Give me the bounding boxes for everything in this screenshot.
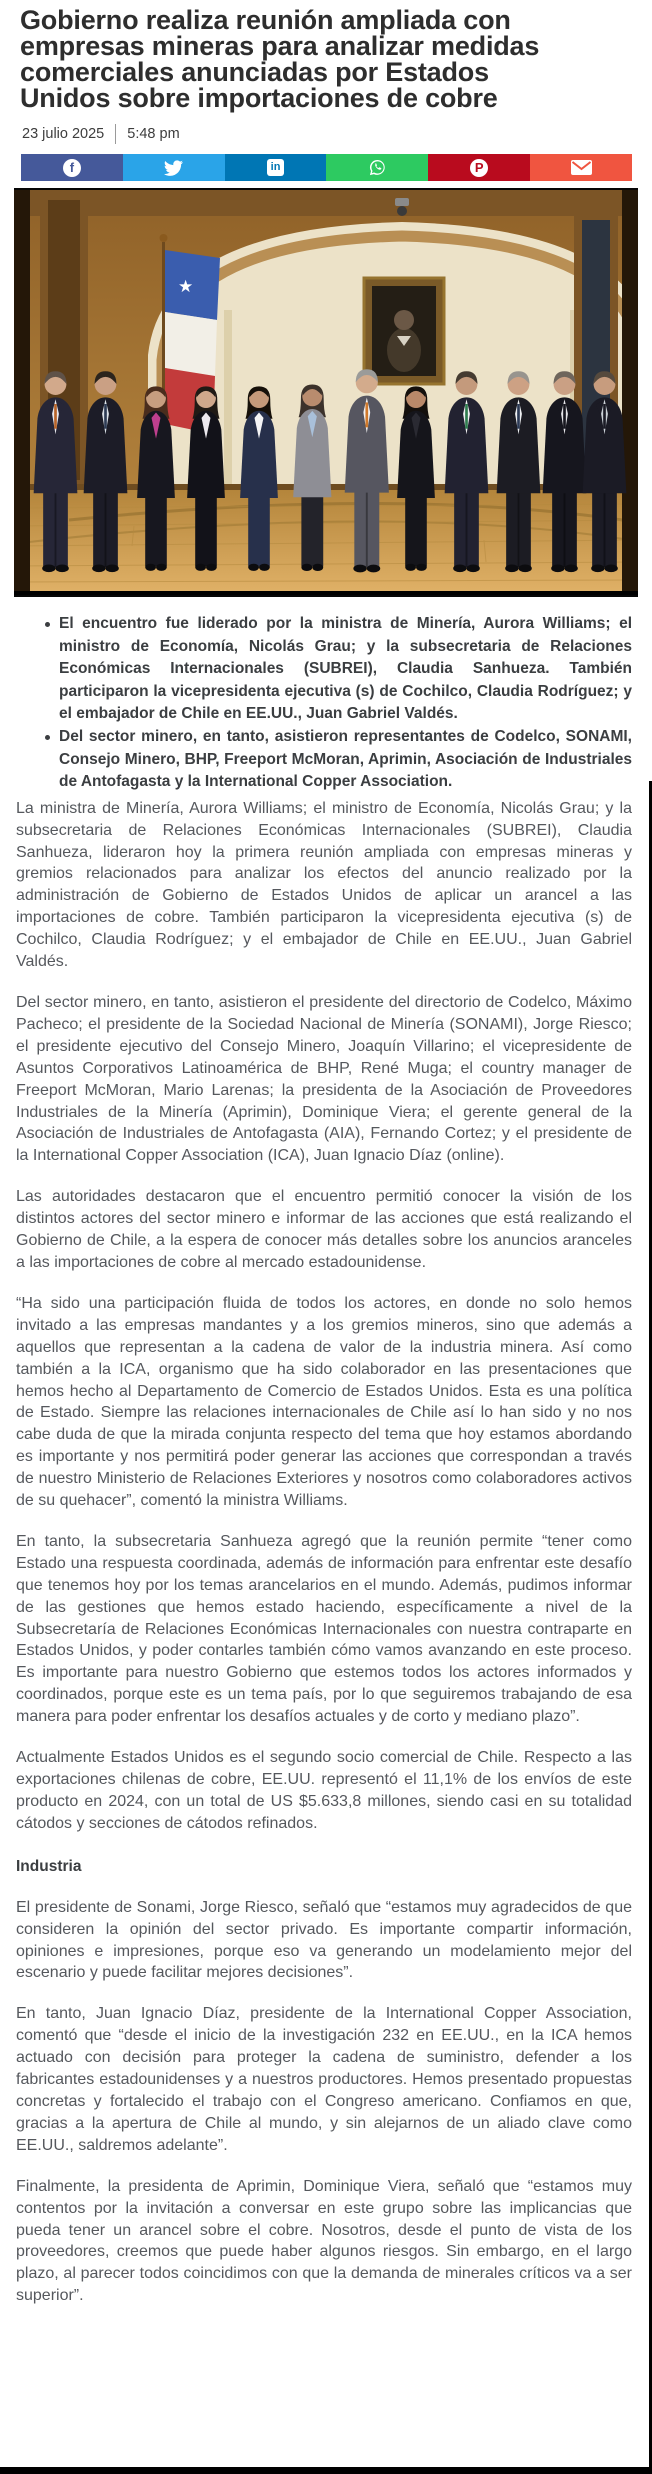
pinterest-icon: P [470, 159, 488, 177]
article-date: 23 julio 2025 [22, 126, 105, 142]
viewport-edge-bottom [0, 2467, 652, 2474]
paragraph: En tanto, la subsecretaria Sanhueza agregó que la reunión permite “tener como Estado una respuesta coordinada, además de información para enfrentar este desafío que tenemos hoy por los temas arancelarios en el mundo. Además, pudimos informar de las gestiones que hemos estado haciendo, específicamente a nivel de la Subsecretaría de Relaciones Económicas Internacionales con nuestra contraparte en Estados Unidos, y poder contarles también cómo vamos avanzando en este proceso. Es importante para nuestro Gobierno que estemos todos los actores informados y coordinados, porque este es un tema país, por lo que seguiremos trabajando de esa manera para poder enfrentar los desafíos actuales y de corto y mediano plazo”. [16, 1532, 632, 1726]
bullet-list [16, 613, 632, 794]
facebook-icon: f [63, 159, 81, 177]
paragraph: Del sector minero, en tanto, asistieron el presidente del directorio de Codelco, Máximo Pacheco; el presidente de la Sociedad Nacional de Minería (SONAMI), Jorge Riesco; el presidente ejecutivo del Consejo Minero, Joaquín Villarino; el vicepresidente de Asuntos Corporativos Latinoamérica de BHP, René Muga; el country manager de Freeport McMoran, Mario Larenas; la presidenta de la Asociación de Proveedores Industriales de la Minería (Aprimin), Dominique Viera; el gerente general de la Asociación de Industriales de Antofagasta (AIA), Fernando Cortez; y el presidente de la International Copper Association (ICA), Juan Ignacio Díaz (online). [16, 994, 632, 1165]
share-facebook-button[interactable] [21, 154, 123, 181]
share-whatsapp-button[interactable] [326, 154, 428, 181]
share-linkedin-button[interactable] [225, 154, 327, 181]
email-icon [571, 160, 592, 175]
paragraph: “Ha sido una participación fluida de todos los actores, en donde no solo hemos invitado a las empresas mandantes y a los gremios mineros, sino que además a aquellos que representan a la cadena de valor de la industria minera. Así como también a la ICA, organismo que ha sido colaborador en las presentaciones que hemos hecho al Departamento de Comercio de Estados Unidos. Esta es una política de Estado. Siempre las relaciones internacionales de Chile así lo han sido y no nos cabe duda de que la mirada conjunta respecto del tema que hoy estamos abordando es importante y nos permitirá poder generar las acciones que correspondan a través de nuestro Ministerio de Relaciones Exteriores y nosotros como colaboradores activos de su quehacer”, comentó la ministra Williams. [16, 1294, 632, 1510]
whatsapp-icon [368, 158, 387, 177]
twitter-icon [164, 160, 183, 176]
article-title: Gobierno realiza reunión ampliada con empresas mineras para analizar medidas comerciales anunciadas por Estados Unidos sobre importaciones de cobre [20, 5, 540, 113]
paragraph: Las autoridades destacaron que el encuentro permitió conocer la visión de los distintos actores del sector minero e informar de las acciones que está realizando el Gobierno de Chile, a la espera de conocer más detalles sobre los anuncios aranceles a las importaciones de cobre al mercado estadounidense. [16, 1188, 632, 1271]
share-twitter-button[interactable] [123, 154, 225, 181]
meta-divider [115, 124, 116, 144]
paragraph: Actualmente Estados Unidos es el segundo socio comercial de Chile. Respecto a las exportaciones chilenas de cobre, EE.UU. representó el 11,1% de los envíos de este producto en 2024, con un total de US $5.633,8 millones, siendo casi en su totalidad cátodos y secciones de cátodos refinados. [16, 1749, 632, 1832]
bullet-item: El encuentro fue liderado por la ministra de Minería, Aurora Williams; el ministro de Economía, Nicolás Grau; y la subsecretaria de Relaciones Económicas Internacionales (SUBREI), Claudia Sanhueza. También participaron la vicepresidenta ejecutiva (s) de Cochilco, Claudia Rodríguez; y el embajador de Chile en EE.UU., Juan Gabriel Valdés. [59, 613, 632, 726]
article-time: 5:48 pm [127, 126, 180, 142]
paragraph: La ministra de Minería, Aurora Williams; el ministro de Economía, Nicolás Grau; y la subsecretaria de Relaciones Económicas Internacionales (SUBREI), Claudia Sanhueza, lideraron hoy la primera reunión ampliada con empresas mineras y gremios relacionados para analizar los efectos del anuncio realizado por la administración de Gobierno de Estados Unidos de aplicar un arancel a las importaciones de cobre. También participaron la vicepresidenta ejecutiva (s) de Cochilco, Claudia Rodríguez; y el embajador de Chile en EE.UU., Juan Gabriel Valdés. [16, 799, 632, 971]
share-bar [21, 154, 632, 181]
bullet-item: Del sector minero, en tanto, asistieron representantes de Codelco, SONAMI, Consejo Minero, BHP, Freeport McMoran, Aprimin, Asociación de Industriales de Antofagasta y la International Copper Association. [59, 726, 632, 794]
svg-text:★: ★ [178, 277, 194, 297]
group-photo-illustration [14, 190, 638, 591]
linkedin-icon: in [267, 159, 284, 176]
paragraph: El presidente de Sonami, Jorge Riesco, señaló que “estamos muy agradecidos de que consideren la opinión del sector privado. Es importante compartir información, opiniones e impresiones, porque eso va generando un modelamiento mejor del escenario y puede facilitar mejores decisiones”. [16, 1898, 632, 1982]
hero-photo [14, 188, 638, 597]
article-meta [22, 124, 652, 144]
share-pinterest-button[interactable] [428, 154, 530, 181]
paragraph: En tanto, Juan Ignacio Díaz, presidente de la International Copper Association, comentó que “desde el inicio de la investigación 232 en EE.UU., en la ICA hemos actuado con decisión para proteger la cadena de suministro, defender a los fabricantes estadounidenses y a nuestros productores. Hemos presentado propuestas concretas y fortalecido el trabajo con el Congreso americano. Confiamos en que, gracias a la apertura de Chile al mundo, y sin alejarnos de un aliado clave como EE.UU., saldremos adelante”. [16, 2005, 632, 2154]
paragraph: Finalmente, la presidenta de Aprimin, Dominique Viera, señaló que “estamos muy contentos por la invitación a conversar en este grupo sobre las implicancias que pueda tener un arancel sobre el cobre. Nosotros, desde el punto de vista de los proveedores, creemos que puede haber algunos riesgos. Sin embargo, en el largo plazo, al parecer todos coincidimos con que la demanda de minerales críticos va a ser superior”. [16, 2177, 632, 2305]
share-email-button[interactable] [530, 154, 632, 181]
section-heading: Industria [16, 1857, 82, 1875]
article-body [0, 613, 652, 2307]
